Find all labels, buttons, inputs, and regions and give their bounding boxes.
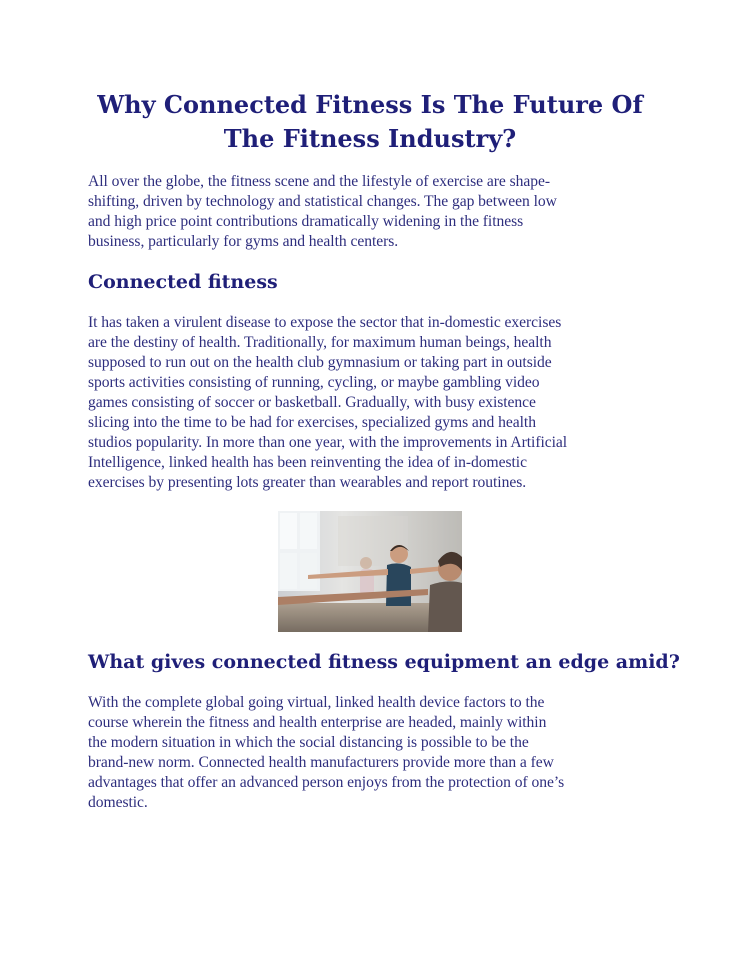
paragraph-line: slicing into the time to be had for exercises, specialized gyms and health bbox=[88, 414, 536, 431]
section-heading-connected-fitness: Connected fitness bbox=[88, 271, 278, 293]
edge-paragraph bbox=[88, 693, 648, 813]
intro-paragraph bbox=[88, 172, 648, 252]
paragraph-line: the modern situation in which the social distancing is possible to be the bbox=[88, 734, 529, 751]
paragraph-line: course wherein the fitness and health enterprise are headed, mainly within bbox=[88, 714, 547, 731]
paragraph-line: business, particularly for gyms and health centers. bbox=[88, 233, 399, 250]
paragraph-line: and high price point contributions dramatically widening in the fitness bbox=[88, 213, 524, 230]
title-line-1: Why Connected Fitness Is The Future Of bbox=[97, 90, 643, 119]
page-title bbox=[60, 88, 680, 156]
paragraph-line: supposed to run out on the health club gymnasium or taking part in outside bbox=[88, 354, 552, 371]
paragraph-line: shifting, driven by technology and statistical changes. The gap between low bbox=[88, 193, 557, 210]
paragraph-line: With the complete global going virtual, linked health device factors to the bbox=[88, 694, 545, 711]
paragraph-line: brand-new norm. Connected health manufacturers provide more than a few bbox=[88, 754, 554, 771]
paragraph-line: domestic. bbox=[88, 794, 148, 811]
connected-fitness-paragraph bbox=[88, 313, 648, 493]
paragraph-line: studios popularity. In more than one year, with the improvements in Artificial bbox=[88, 434, 568, 451]
paragraph-line: are the destiny of health. Traditionally, for maximum human beings, health bbox=[88, 334, 552, 351]
paragraph-line: games consisting of soccer or basketball. Gradually, with busy existence bbox=[88, 394, 536, 411]
fitness-class-photo bbox=[278, 511, 462, 632]
section-heading-edge: What gives connected fitness equipment an edge amid? bbox=[88, 651, 680, 673]
paragraph-line: It has taken a virulent disease to expose the sector that in-domestic exercises bbox=[88, 314, 562, 331]
title-line-2: The Fitness Industry? bbox=[223, 124, 517, 153]
paragraph-line: Intelligence, linked health has been reinventing the idea of in-domestic bbox=[88, 454, 527, 471]
paragraph-line: exercises by presenting lots greater than wearables and report routines. bbox=[88, 474, 527, 491]
paragraph-line: All over the globe, the fitness scene and the lifestyle of exercise are shape- bbox=[88, 173, 550, 190]
paragraph-line: sports activities consisting of running, cycling, or maybe gambling video bbox=[88, 374, 540, 391]
paragraph-line: advantages that offer an advanced person enjoys from the protection of one’s bbox=[88, 774, 565, 791]
